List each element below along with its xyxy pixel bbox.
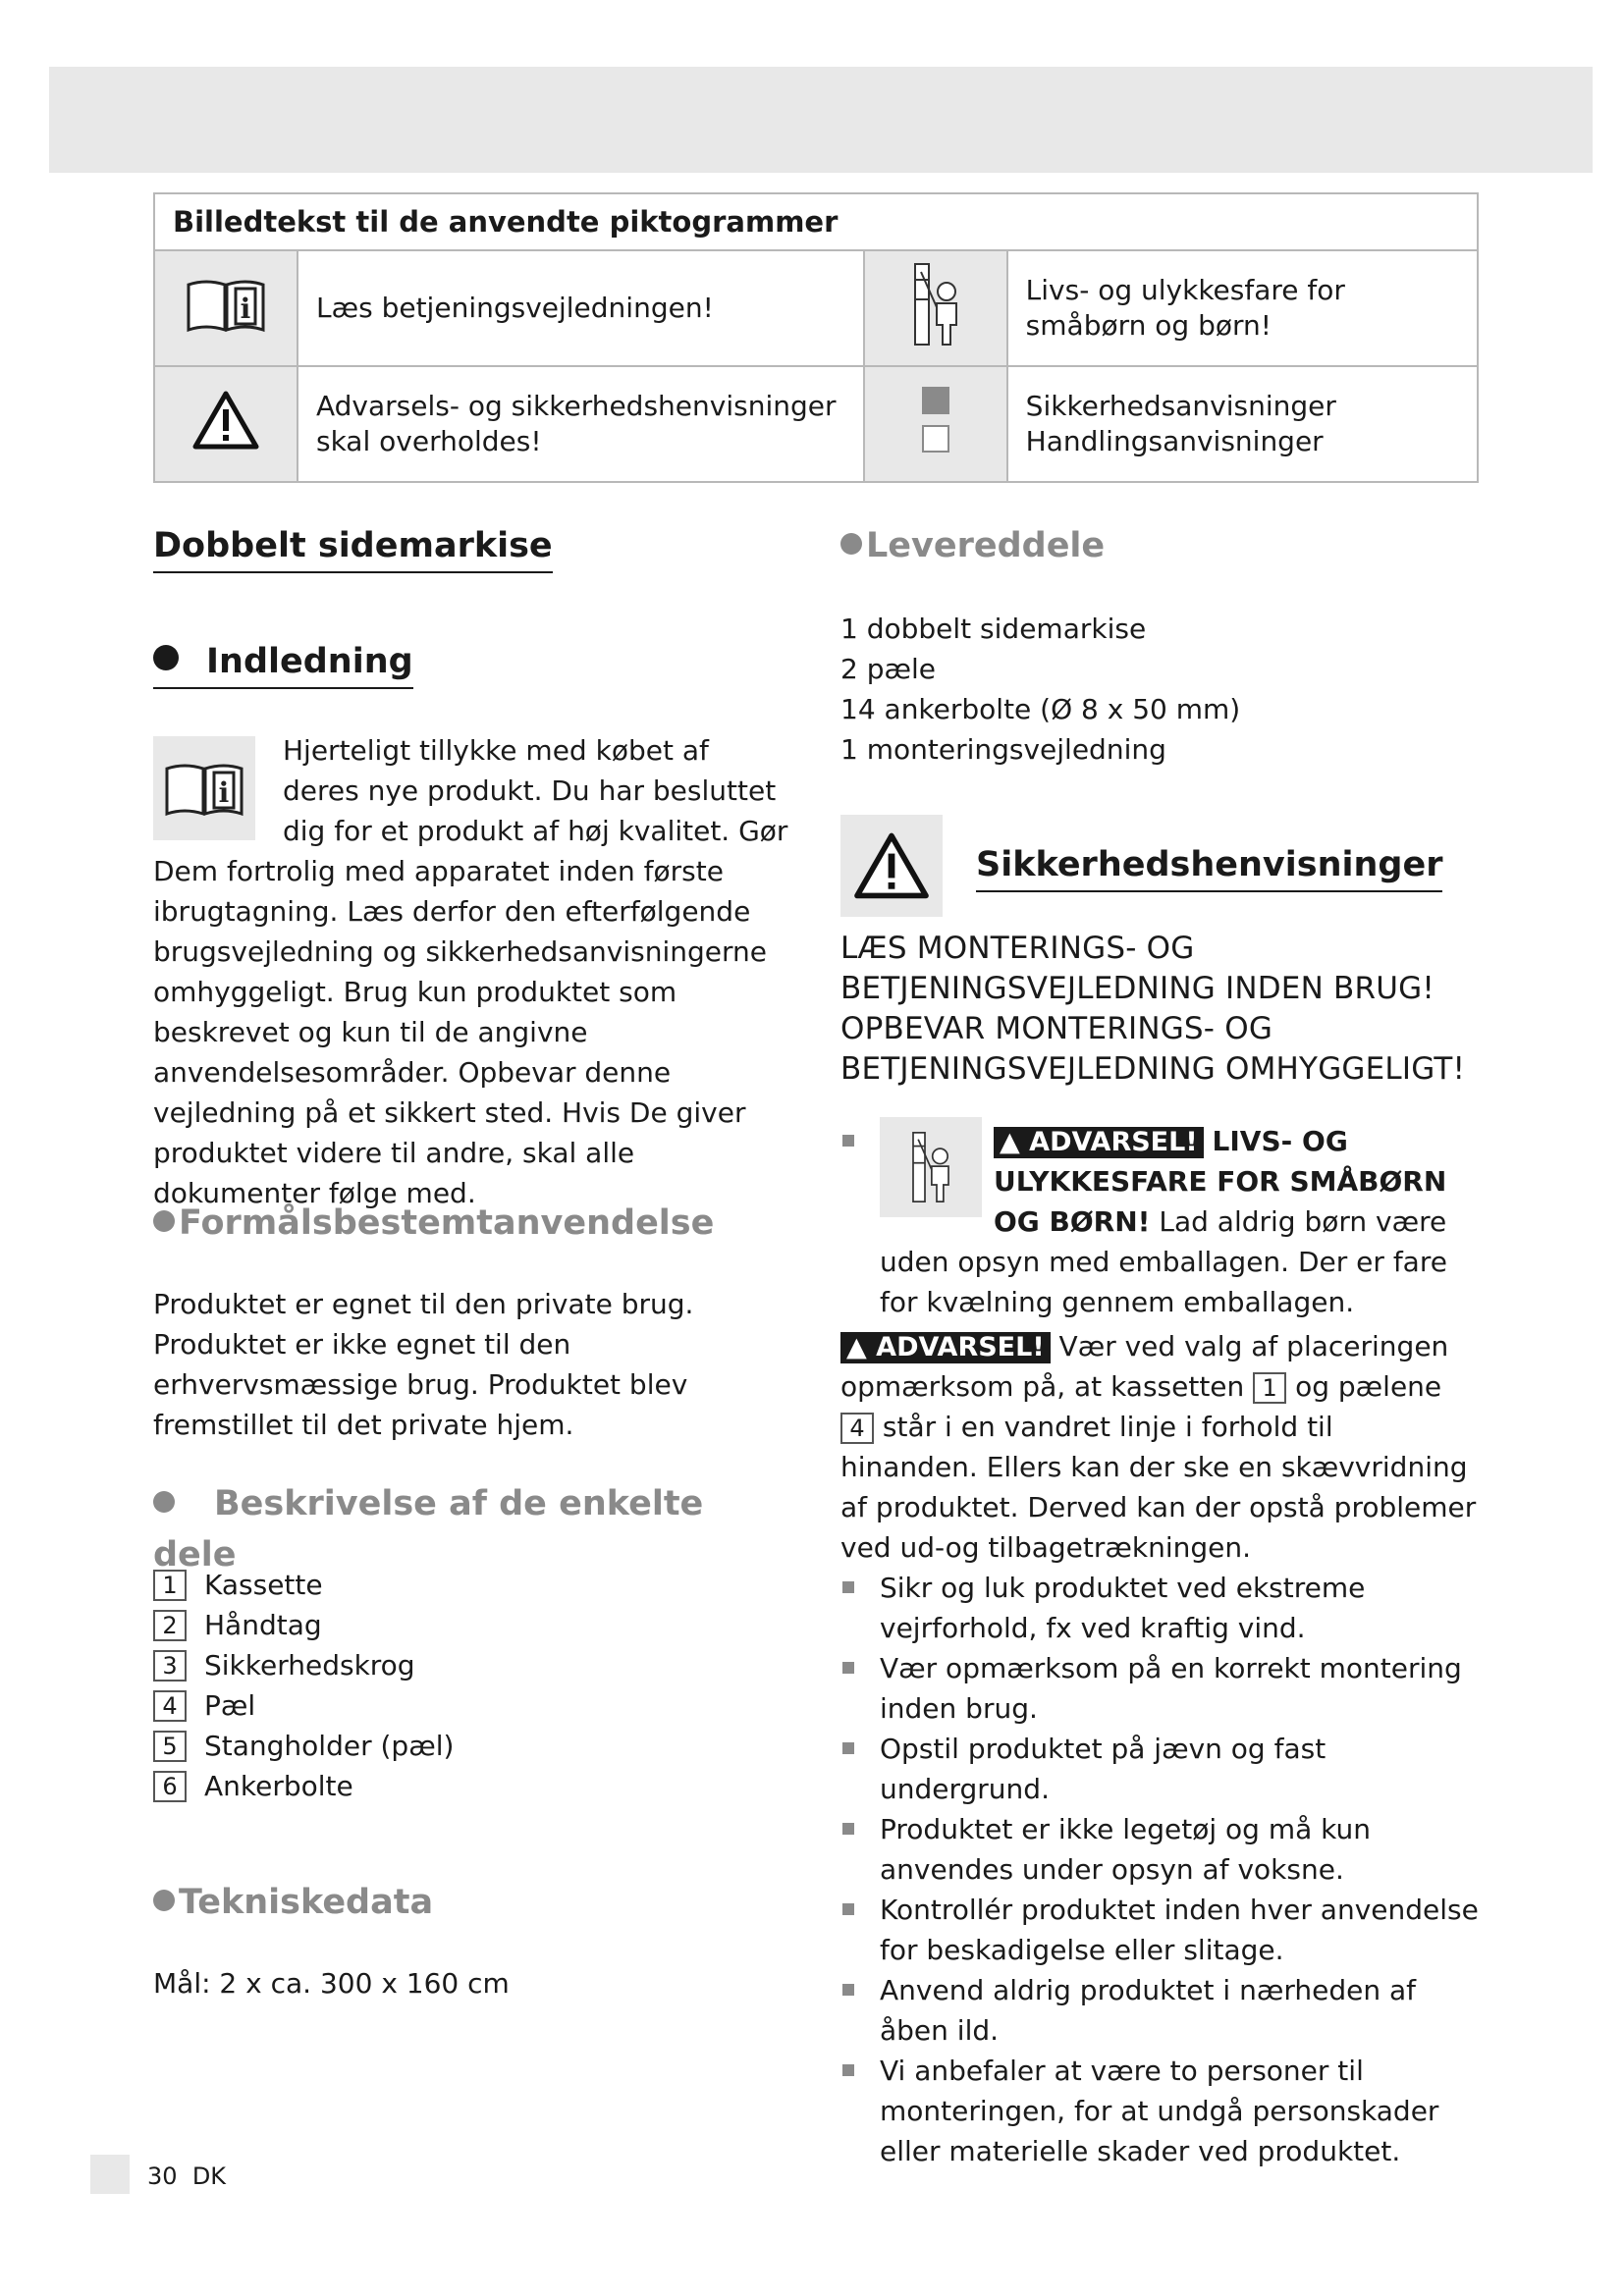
bullet-dot-icon (153, 1890, 175, 1911)
bullet-squares-icon (916, 381, 955, 459)
legend-icon-cell (864, 250, 1007, 366)
legend-warnings: Advarsels- og sikkerhedshenvisninger skal overholdes! (298, 366, 864, 482)
legend-action-instructions: Handlingsanvisninger (1025, 425, 1324, 457)
list-item: Opstil produktet på jævn og fast undergrund. (840, 1729, 1479, 1809)
list-item: Sikr og luk produktet ved ekstreme vejrforhold, fx ved kraftig vind. (840, 1568, 1479, 1648)
child-danger-icon-box (880, 1117, 982, 1217)
list-item: 2 pæle (840, 653, 936, 685)
list-item: Anvend aldrig produktet i nærheden af åben ild. (840, 1970, 1479, 2051)
bullet-dot-icon (153, 645, 179, 670)
legend-safety-instructions: Sikkerhedsanvisninger (1025, 390, 1336, 422)
list-item: 14 ankerbolte (Ø 8 x 50 mm) (840, 693, 1241, 725)
warning-triangle-icon (191, 390, 260, 451)
list-item: 1 Kassette (153, 1565, 791, 1605)
book-info-icon (163, 759, 245, 818)
list-item: 3 Sikkerhedskrog (153, 1645, 791, 1685)
read-manual-icon-box (153, 736, 255, 840)
placement-warning-item: ▲ ADVARSEL! Vær ved valg af placeringen opmærksom på, at kassetten 1 og pælene 4 står i en vandret linje i forhold til hinanden. Ellers kan der ske en skævvridning af produktet. Derved kan der opstå problemer ved ud-og tilbagetrækningen. (840, 1330, 1477, 1564)
legend-read-manual: Læs betjeningsvejledningen! (298, 250, 864, 366)
svg-text:i: i (240, 292, 251, 325)
child-danger-icon (901, 1128, 960, 1206)
bullet-square-icon (842, 1903, 854, 1915)
child-warning-bold: LIVS- OG ULYKKESFARE FOR SMÅBØRN OG BØRN! (994, 1125, 1447, 1238)
bullet-dot-icon (153, 1210, 175, 1232)
child-danger-icon (901, 260, 970, 348)
warning-badge: ▲ ADVARSEL! (994, 1127, 1204, 1158)
child-warning-text: Lad aldrig børn være uden opsyn med emballagen. Der er fare for kvælning gennem emballagen. (880, 1205, 1447, 1318)
pictogram-legend-table (153, 192, 1479, 483)
legend-title: Billedtekst til de anvendte piktogrammer (154, 193, 1478, 250)
footer-marker (90, 2155, 130, 2194)
bullet-square-icon (842, 1581, 854, 1593)
legend-icon-cell (864, 366, 1007, 482)
bullet-square-icon (842, 1135, 854, 1147)
safety-caps-notice: LÆS MONTERINGS- OG BETJENINGSVEJLEDNING INDEN BRUG! OPBEVAR MONTERINGS- OG BETJENINGSVEJLEDNING OMHYGGELIGT! (840, 931, 1466, 1087)
parts-heading: Beskrivelse af de enkelte dele (153, 1484, 704, 1575)
bullet-square-icon (842, 2064, 854, 2076)
bullet-dot-icon (840, 533, 862, 555)
header-band (49, 67, 1593, 173)
tech-text: Mål: 2 x ca. 300 x 160 cm (153, 1967, 510, 2000)
intended-use-text: Produktet er egnet til den private brug. Produktet er ikke egnet til den erhvervsmæssige brug. Produktet blev fremstillet til det private hjem. (153, 1288, 694, 1441)
legend-child-danger: Livs- og ulykkesfare for småbørn og børn! (1007, 250, 1478, 366)
list-item: 1 dobbelt sidemarkise (840, 613, 1147, 645)
list-item: 5 Stangholder (pæl) (153, 1726, 791, 1766)
legend-instructions-cell (1007, 366, 1478, 482)
delivery-list (840, 609, 1479, 770)
list-item: Vi anbefaler at være to personer til monteringen, for at undgå personskader eller materielle skader ved produktet. (840, 2051, 1479, 2171)
legend-icon-cell (154, 366, 298, 482)
intro-text: Hjerteligt tillykke med købet af deres nye produkt. Du har besluttet dig for et produkt af høj kvalitet. Gør Dem fortrolig med apparatet inden første ibrugtagning. Læs derfor den efterfølgende brugsvejledning og sikkerhedsanvisningerne omhyggeligt. Brug kun produktet som beskrevet og kun til de angivne anvendelsesområder. Opbevar denne vejledning på et sikkert sted. Hvis De giver produktet videre til andre, skal alle dokumenter følge med. (153, 734, 788, 1209)
svg-text:i: i (218, 776, 230, 809)
legend-icon-cell (154, 250, 298, 366)
delivery-heading: Levereddele (840, 520, 1479, 571)
list-item: 1 monteringsvejledning (840, 733, 1166, 766)
page-number: 30 DK (147, 2163, 227, 2190)
safety-heading: Sikkerhedshenvisninger (976, 839, 1442, 892)
parts-list (153, 1565, 791, 1806)
warning-triangle-icon: ▲ (846, 1332, 877, 1362)
tech-heading: Tekniskedata (153, 1877, 791, 1928)
list-item: Produktet er ikke legetøj og må kun anvendes under opsyn af voksne. (840, 1809, 1479, 1890)
warning-icon-box (840, 815, 943, 917)
child-warning-item (840, 1121, 1479, 1322)
warning-badge: ▲ ADVARSEL! (840, 1332, 1051, 1363)
list-item: Kontrollér produktet inden hver anvendelse for beskadigelse eller slitage. (840, 1890, 1479, 1970)
book-info-icon (185, 275, 267, 334)
warning-triangle-icon (852, 831, 931, 900)
warning-triangle-icon: ▲ (1000, 1127, 1030, 1157)
bullet-square-icon (842, 1823, 854, 1835)
list-item: 2 Håndtag (153, 1605, 791, 1645)
bullet-square-icon (842, 1984, 854, 1996)
intended-use-heading: Formålsbestemtanvendelse (153, 1198, 791, 1249)
list-item: Vær opmærksom på en korrekt montering inden brug. (840, 1648, 1479, 1729)
bullet-square-icon (842, 1662, 854, 1674)
part-ref-kassette: 1 (1253, 1372, 1286, 1404)
list-item: 4 Pæl (153, 1685, 791, 1726)
intro-heading: Indledning (153, 636, 413, 689)
bullet-dot-icon (153, 1491, 175, 1513)
bullet-square-icon (842, 1742, 854, 1754)
page-title: Dobbelt sidemarkise (153, 520, 553, 573)
part-ref-pael: 4 (840, 1413, 874, 1444)
list-item: 6 Ankerbolte (153, 1766, 791, 1806)
